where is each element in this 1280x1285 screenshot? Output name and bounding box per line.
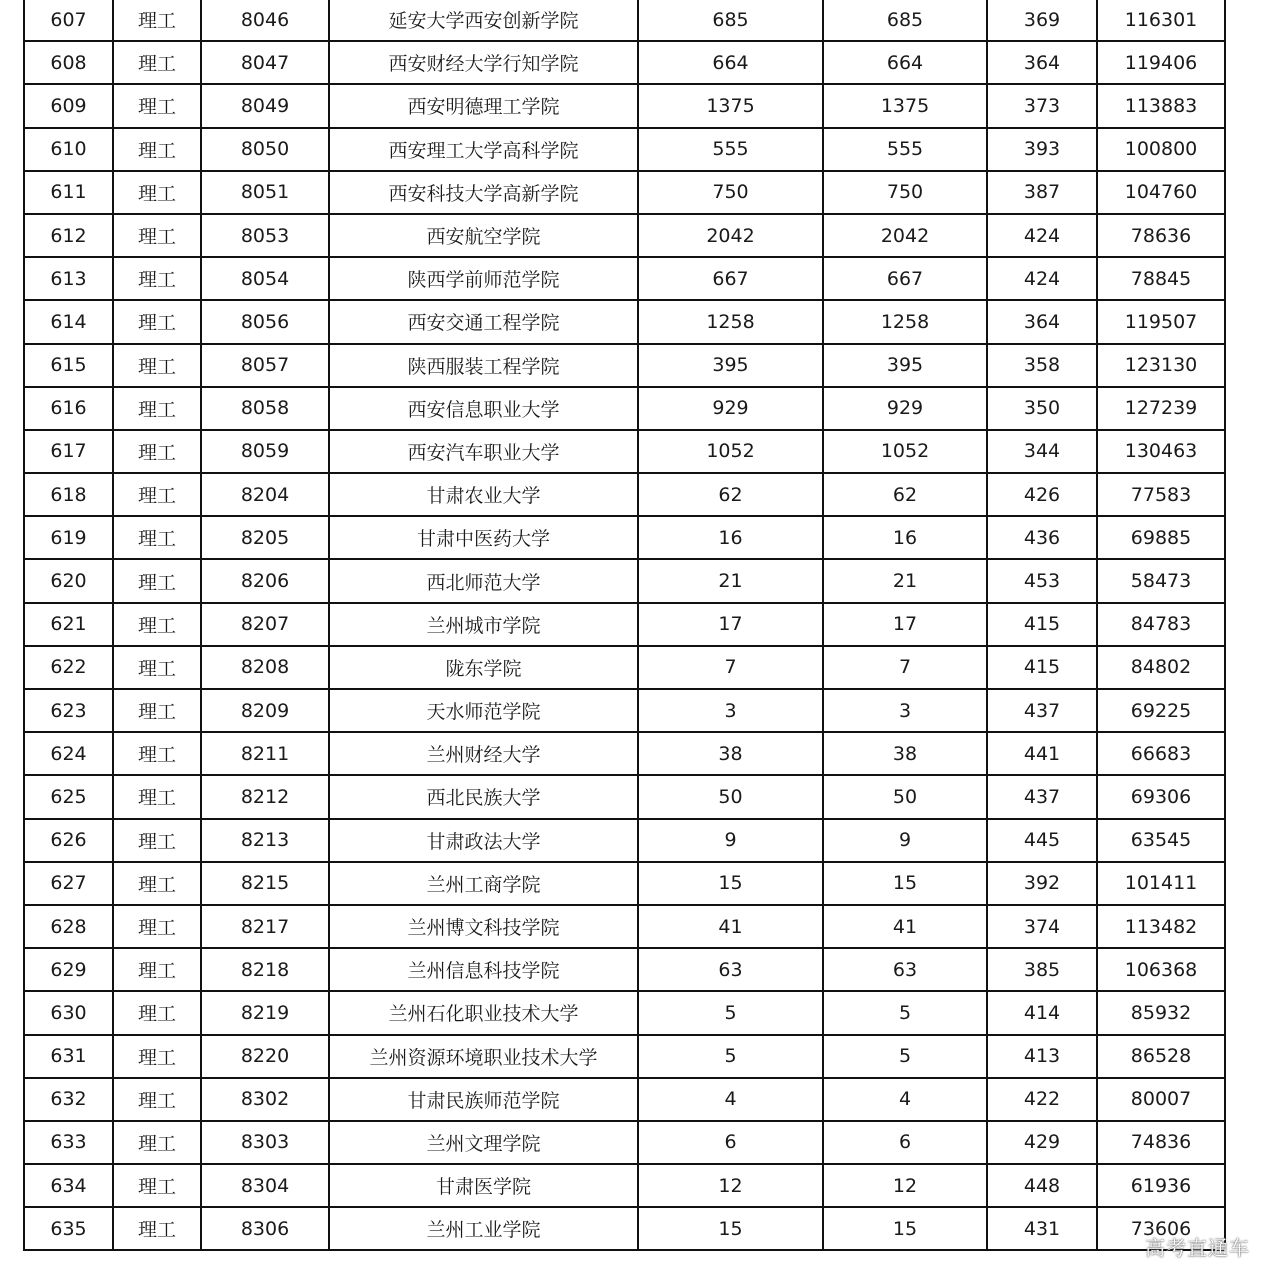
- table-row: [24, 1078, 1225, 1121]
- cell-min-rank: 69306: [1097, 775, 1225, 818]
- cell-enrolled-count: 3: [823, 689, 987, 732]
- cell-category: 理工: [113, 603, 201, 646]
- cell-enrolled-count: 1375: [823, 84, 987, 127]
- table-row: [24, 171, 1225, 214]
- cell-min-rank: 113883: [1097, 84, 1225, 127]
- cell-category: 理工: [113, 387, 201, 430]
- cell-school-code: 8050: [201, 128, 329, 171]
- cell-enrolled-count: 1052: [823, 430, 987, 473]
- cell-enrolled-count: 667: [823, 257, 987, 300]
- cell-plan-count: 41: [638, 905, 823, 948]
- table-row: [24, 646, 1225, 689]
- cell-plan-count: 5: [638, 991, 823, 1034]
- cell-category: 理工: [113, 1121, 201, 1164]
- cell-min-score: 422: [987, 1078, 1097, 1121]
- cell-enrolled-count: 21: [823, 559, 987, 602]
- cell-row-number: 613: [24, 257, 113, 300]
- cell-plan-count: 17: [638, 603, 823, 646]
- cell-enrolled-count: 6: [823, 1121, 987, 1164]
- cell-school-name: 西安交通工程学院: [329, 300, 638, 343]
- cell-row-number: 608: [24, 41, 113, 84]
- cell-row-number: 634: [24, 1164, 113, 1207]
- cell-row-number: 624: [24, 732, 113, 775]
- cell-min-rank: 78636: [1097, 214, 1225, 257]
- cell-min-score: 453: [987, 559, 1097, 602]
- cell-min-score: 373: [987, 84, 1097, 127]
- cell-school-code: 8303: [201, 1121, 329, 1164]
- cell-row-number: 611: [24, 171, 113, 214]
- cell-row-number: 607: [24, 0, 113, 41]
- cell-school-code: 8304: [201, 1164, 329, 1207]
- cell-category: 理工: [113, 775, 201, 818]
- table-row: [24, 603, 1225, 646]
- cell-enrolled-count: 17: [823, 603, 987, 646]
- cell-min-score: 392: [987, 862, 1097, 905]
- table-row: [24, 516, 1225, 559]
- cell-min-score: 424: [987, 214, 1097, 257]
- table-row: [24, 1207, 1225, 1250]
- cell-min-rank: 104760: [1097, 171, 1225, 214]
- cell-school-name: 兰州资源环境职业技术大学: [329, 1035, 638, 1078]
- cell-school-name: 西安科技大学高新学院: [329, 171, 638, 214]
- cell-school-name: 兰州城市学院: [329, 603, 638, 646]
- cell-min-score: 358: [987, 344, 1097, 387]
- admission-table: [23, 0, 1226, 1251]
- table-row: [24, 41, 1225, 84]
- cell-row-number: 626: [24, 819, 113, 862]
- cell-row-number: 633: [24, 1121, 113, 1164]
- cell-enrolled-count: 750: [823, 171, 987, 214]
- cell-row-number: 621: [24, 603, 113, 646]
- cell-min-score: 424: [987, 257, 1097, 300]
- table-row: [24, 214, 1225, 257]
- cell-plan-count: 667: [638, 257, 823, 300]
- cell-category: 理工: [113, 257, 201, 300]
- cell-school-name: 兰州信息科技学院: [329, 948, 638, 991]
- cell-min-rank: 77583: [1097, 473, 1225, 516]
- cell-min-rank: 127239: [1097, 387, 1225, 430]
- cell-category: 理工: [113, 732, 201, 775]
- cell-school-code: 8217: [201, 905, 329, 948]
- cell-enrolled-count: 63: [823, 948, 987, 991]
- cell-min-rank: 116301: [1097, 0, 1225, 41]
- cell-school-name: 陇东学院: [329, 646, 638, 689]
- cell-row-number: 609: [24, 84, 113, 127]
- cell-row-number: 629: [24, 948, 113, 991]
- cell-min-score: 437: [987, 689, 1097, 732]
- cell-school-name: 陕西学前师范学院: [329, 257, 638, 300]
- cell-min-score: 441: [987, 732, 1097, 775]
- table-row: [24, 0, 1225, 41]
- cell-min-rank: 100800: [1097, 128, 1225, 171]
- cell-min-score: 415: [987, 603, 1097, 646]
- cell-enrolled-count: 685: [823, 0, 987, 41]
- cell-plan-count: 750: [638, 171, 823, 214]
- cell-school-code: 8213: [201, 819, 329, 862]
- cell-plan-count: 2042: [638, 214, 823, 257]
- cell-school-code: 8051: [201, 171, 329, 214]
- cell-enrolled-count: 5: [823, 1035, 987, 1078]
- table-row: [24, 905, 1225, 948]
- cell-min-score: 431: [987, 1207, 1097, 1250]
- watermark: 高考直通车: [1145, 1236, 1250, 1260]
- cell-school-name: 甘肃农业大学: [329, 473, 638, 516]
- cell-school-name: 西安理工大学高科学院: [329, 128, 638, 171]
- table-row: [24, 732, 1225, 775]
- cell-school-name: 兰州石化职业技术大学: [329, 991, 638, 1034]
- cell-school-code: 8209: [201, 689, 329, 732]
- cell-plan-count: 1375: [638, 84, 823, 127]
- cell-school-name: 甘肃民族师范学院: [329, 1078, 638, 1121]
- cell-row-number: 628: [24, 905, 113, 948]
- cell-school-name: 西安航空学院: [329, 214, 638, 257]
- cell-plan-count: 664: [638, 41, 823, 84]
- table-row: [24, 991, 1225, 1034]
- cell-school-name: 西北师范大学: [329, 559, 638, 602]
- cell-min-score: 445: [987, 819, 1097, 862]
- table-row: [24, 473, 1225, 516]
- cell-min-score: 369: [987, 0, 1097, 41]
- cell-school-code: 8212: [201, 775, 329, 818]
- cell-row-number: 635: [24, 1207, 113, 1250]
- cell-min-rank: 78845: [1097, 257, 1225, 300]
- cell-category: 理工: [113, 689, 201, 732]
- cell-min-rank: 119406: [1097, 41, 1225, 84]
- cell-school-name: 兰州工商学院: [329, 862, 638, 905]
- cell-school-name: 甘肃医学院: [329, 1164, 638, 1207]
- cell-category: 理工: [113, 1207, 201, 1250]
- cell-plan-count: 4: [638, 1078, 823, 1121]
- cell-school-code: 8056: [201, 300, 329, 343]
- cell-school-name: 甘肃中医药大学: [329, 516, 638, 559]
- cell-category: 理工: [113, 862, 201, 905]
- cell-min-rank: 69225: [1097, 689, 1225, 732]
- cell-enrolled-count: 555: [823, 128, 987, 171]
- table-row: [24, 344, 1225, 387]
- cell-category: 理工: [113, 646, 201, 689]
- cell-plan-count: 7: [638, 646, 823, 689]
- cell-min-rank: 119507: [1097, 300, 1225, 343]
- table-row: [24, 819, 1225, 862]
- cell-row-number: 616: [24, 387, 113, 430]
- cell-school-name: 西安财经大学行知学院: [329, 41, 638, 84]
- cell-row-number: 632: [24, 1078, 113, 1121]
- cell-category: 理工: [113, 1078, 201, 1121]
- cell-enrolled-count: 929: [823, 387, 987, 430]
- cell-row-number: 622: [24, 646, 113, 689]
- cell-category: 理工: [113, 0, 201, 41]
- cell-min-rank: 58473: [1097, 559, 1225, 602]
- cell-enrolled-count: 9: [823, 819, 987, 862]
- cell-row-number: 630: [24, 991, 113, 1034]
- cell-min-rank: 130463: [1097, 430, 1225, 473]
- cell-min-rank: 61936: [1097, 1164, 1225, 1207]
- cell-school-code: 8057: [201, 344, 329, 387]
- table-row: [24, 257, 1225, 300]
- cell-school-code: 8053: [201, 214, 329, 257]
- cell-school-code: 8215: [201, 862, 329, 905]
- cell-category: 理工: [113, 948, 201, 991]
- cell-min-rank: 106368: [1097, 948, 1225, 991]
- cell-enrolled-count: 4: [823, 1078, 987, 1121]
- cell-enrolled-count: 15: [823, 1207, 987, 1250]
- cell-category: 理工: [113, 905, 201, 948]
- cell-plan-count: 5: [638, 1035, 823, 1078]
- cell-category: 理工: [113, 991, 201, 1034]
- cell-category: 理工: [113, 300, 201, 343]
- cell-category: 理工: [113, 1164, 201, 1207]
- cell-row-number: 612: [24, 214, 113, 257]
- cell-school-code: 8058: [201, 387, 329, 430]
- cell-school-name: 西安明德理工学院: [329, 84, 638, 127]
- cell-enrolled-count: 664: [823, 41, 987, 84]
- table-row: [24, 1035, 1225, 1078]
- cell-category: 理工: [113, 84, 201, 127]
- cell-category: 理工: [113, 430, 201, 473]
- cell-min-rank: 123130: [1097, 344, 1225, 387]
- cell-min-rank: 101411: [1097, 862, 1225, 905]
- cell-min-rank: 80007: [1097, 1078, 1225, 1121]
- cell-min-score: 426: [987, 473, 1097, 516]
- cell-school-code: 8219: [201, 991, 329, 1034]
- cell-min-rank: 66683: [1097, 732, 1225, 775]
- cell-plan-count: 685: [638, 0, 823, 41]
- cell-school-code: 8059: [201, 430, 329, 473]
- cell-school-name: 西安汽车职业大学: [329, 430, 638, 473]
- cell-min-score: 350: [987, 387, 1097, 430]
- cell-row-number: 618: [24, 473, 113, 516]
- cell-category: 理工: [113, 819, 201, 862]
- cell-min-score: 374: [987, 905, 1097, 948]
- cell-school-code: 8049: [201, 84, 329, 127]
- cell-category: 理工: [113, 128, 201, 171]
- cell-school-code: 8211: [201, 732, 329, 775]
- cell-enrolled-count: 15: [823, 862, 987, 905]
- cell-category: 理工: [113, 473, 201, 516]
- cell-min-score: 364: [987, 41, 1097, 84]
- cell-category: 理工: [113, 214, 201, 257]
- cell-plan-count: 16: [638, 516, 823, 559]
- cell-min-score: 436: [987, 516, 1097, 559]
- cell-school-name: 兰州工业学院: [329, 1207, 638, 1250]
- cell-min-rank: 74836: [1097, 1121, 1225, 1164]
- cell-school-code: 8302: [201, 1078, 329, 1121]
- cell-row-number: 615: [24, 344, 113, 387]
- cell-min-score: 413: [987, 1035, 1097, 1078]
- cell-school-name: 延安大学西安创新学院: [329, 0, 638, 41]
- cell-row-number: 631: [24, 1035, 113, 1078]
- cell-plan-count: 6: [638, 1121, 823, 1164]
- cell-min-rank: 86528: [1097, 1035, 1225, 1078]
- cell-school-code: 8306: [201, 1207, 329, 1250]
- cell-school-code: 8046: [201, 0, 329, 41]
- cell-min-score: 393: [987, 128, 1097, 171]
- cell-row-number: 617: [24, 430, 113, 473]
- cell-category: 理工: [113, 41, 201, 84]
- cell-plan-count: 12: [638, 1164, 823, 1207]
- cell-min-rank: 113482: [1097, 905, 1225, 948]
- table-row: [24, 128, 1225, 171]
- cell-school-name: 天水师范学院: [329, 689, 638, 732]
- cell-min-score: 414: [987, 991, 1097, 1034]
- cell-enrolled-count: 50: [823, 775, 987, 818]
- cell-row-number: 620: [24, 559, 113, 602]
- cell-category: 理工: [113, 171, 201, 214]
- table-row: [24, 430, 1225, 473]
- cell-enrolled-count: 62: [823, 473, 987, 516]
- table-row: [24, 689, 1225, 732]
- cell-row-number: 610: [24, 128, 113, 171]
- cell-category: 理工: [113, 559, 201, 602]
- cell-min-score: 364: [987, 300, 1097, 343]
- cell-school-name: 陕西服装工程学院: [329, 344, 638, 387]
- cell-min-rank: 84802: [1097, 646, 1225, 689]
- cell-row-number: 614: [24, 300, 113, 343]
- cell-plan-count: 62: [638, 473, 823, 516]
- cell-min-rank: 84783: [1097, 603, 1225, 646]
- table-row: [24, 1164, 1225, 1207]
- cell-row-number: 623: [24, 689, 113, 732]
- cell-school-code: 8205: [201, 516, 329, 559]
- cell-min-score: 344: [987, 430, 1097, 473]
- cell-min-rank: 69885: [1097, 516, 1225, 559]
- cell-min-score: 385: [987, 948, 1097, 991]
- cell-plan-count: 15: [638, 862, 823, 905]
- cell-plan-count: 15: [638, 1207, 823, 1250]
- cell-school-code: 8220: [201, 1035, 329, 1078]
- cell-school-code: 8218: [201, 948, 329, 991]
- cell-enrolled-count: 1258: [823, 300, 987, 343]
- cell-plan-count: 9: [638, 819, 823, 862]
- table-row: [24, 300, 1225, 343]
- cell-enrolled-count: 16: [823, 516, 987, 559]
- cell-plan-count: 38: [638, 732, 823, 775]
- cell-plan-count: 21: [638, 559, 823, 602]
- cell-category: 理工: [113, 344, 201, 387]
- table-row: [24, 862, 1225, 905]
- cell-enrolled-count: 41: [823, 905, 987, 948]
- cell-school-name: 兰州财经大学: [329, 732, 638, 775]
- cell-school-code: 8054: [201, 257, 329, 300]
- table-row: [24, 948, 1225, 991]
- cell-min-score: 448: [987, 1164, 1097, 1207]
- cell-plan-count: 929: [638, 387, 823, 430]
- cell-enrolled-count: 395: [823, 344, 987, 387]
- cell-school-code: 8207: [201, 603, 329, 646]
- table-row: [24, 387, 1225, 430]
- cell-school-code: 8204: [201, 473, 329, 516]
- cell-enrolled-count: 5: [823, 991, 987, 1034]
- cell-school-code: 8047: [201, 41, 329, 84]
- cell-enrolled-count: 38: [823, 732, 987, 775]
- cell-plan-count: 395: [638, 344, 823, 387]
- cell-min-score: 429: [987, 1121, 1097, 1164]
- cell-school-name: 兰州文理学院: [329, 1121, 638, 1164]
- cell-category: 理工: [113, 1035, 201, 1078]
- cell-plan-count: 555: [638, 128, 823, 171]
- cell-plan-count: 1258: [638, 300, 823, 343]
- cell-plan-count: 1052: [638, 430, 823, 473]
- cell-min-score: 415: [987, 646, 1097, 689]
- table-body: [24, 0, 1225, 1250]
- cell-row-number: 625: [24, 775, 113, 818]
- cell-category: 理工: [113, 516, 201, 559]
- table-row: [24, 84, 1225, 127]
- cell-school-name: 兰州博文科技学院: [329, 905, 638, 948]
- cell-enrolled-count: 2042: [823, 214, 987, 257]
- table-row: [24, 559, 1225, 602]
- cell-min-rank: 73606: [1097, 1207, 1225, 1250]
- cell-school-code: 8208: [201, 646, 329, 689]
- table-row: [24, 775, 1225, 818]
- cell-row-number: 619: [24, 516, 113, 559]
- cell-school-name: 甘肃政法大学: [329, 819, 638, 862]
- cell-plan-count: 63: [638, 948, 823, 991]
- cell-min-score: 387: [987, 171, 1097, 214]
- table-row: [24, 1121, 1225, 1164]
- cell-row-number: 627: [24, 862, 113, 905]
- cell-plan-count: 50: [638, 775, 823, 818]
- cell-enrolled-count: 7: [823, 646, 987, 689]
- cell-enrolled-count: 12: [823, 1164, 987, 1207]
- cell-plan-count: 3: [638, 689, 823, 732]
- cell-school-code: 8206: [201, 559, 329, 602]
- cell-min-rank: 63545: [1097, 819, 1225, 862]
- cell-min-rank: 85932: [1097, 991, 1225, 1034]
- cell-school-name: 西北民族大学: [329, 775, 638, 818]
- cell-min-score: 437: [987, 775, 1097, 818]
- cell-school-name: 西安信息职业大学: [329, 387, 638, 430]
